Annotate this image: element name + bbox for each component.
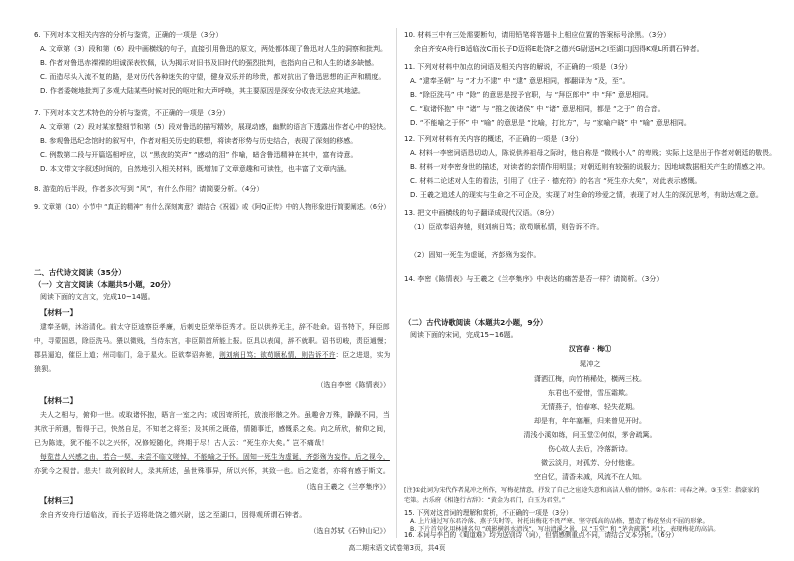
q7-option-a: A. 文章第（2）段对某家整细节和第（5）段对鲁迅的描写精妙，展现动感，幽默的语言下透露出作者心中的轻快。 (40, 123, 391, 131)
q11-option-b: B. “除臣洗马” 中 “除” 的意思是授予官职，与 “拜臣郎中” 中 “拜” 意思相同。 (410, 91, 653, 99)
q12-stem: 12. 下列对材料有关内容的概述，不正确的一项是（3分） (404, 135, 583, 143)
subsection-1-title: （一）文言文阅读（本题共5小题，20分） (34, 280, 176, 289)
q10-stem: 10. 材料三中有三处需要断句，请用铅笔将答题卡上相应位置的答案标号涂黑。（3分） (404, 31, 671, 39)
material-3-line: 余自齐安舟行适临汝，而长子迈将赴饶之德兴尉，送之至湖口，因得观所谓石钟者。 (40, 511, 307, 519)
q6-option-a: A. 文章第（3）段和第（6）段中画横线的句子，直接引用鲁迅的原文，两处都体现了鲁迅对人生的洞察和批判。 (40, 45, 388, 53)
passage-intro: 阅读下面的文言文，完成10~14题。 (40, 293, 155, 301)
q11-stem: 11. 下列对材料中加点的词语及相关内容的解说，不正确的一项是（3分） (404, 63, 632, 71)
q13-stem: 13. 把文中画横线的句子翻译成现代汉语。（8分） (404, 209, 559, 217)
poem-line: 伤心故人去后，冷落新诗。 (548, 445, 632, 453)
q12-option-c: C. 材料二论述对人生的看法，引用了《庄子 · 德充符》的名言 “死生亦大矣”，对此表示感慨。 (410, 177, 702, 185)
q7-option-b: B. 参观鲁迅纪念馆时的叙写中，作者对相关历史的联想，将读者形势与历史结合，表现了深刻的移感。 (40, 137, 358, 145)
q7-stem: 7. 下列对本文艺术特色的分析与鉴赏，不正确的一项是（3分） (34, 109, 230, 117)
material-1-label: 【材料一】 (40, 308, 77, 317)
material-2-line: 亦犹今之视昔。悲夫！故列叙时人，录其所述，虽世殊事异，所以兴怀，其致一也。后之览者，亦将有感于斯文。 (34, 467, 391, 475)
material-1-text: 臣欲奉诏奔驰， (171, 351, 220, 359)
q12-option-d: D. 王羲之追述人的现实与生命之不可企及，实现了对生命的珍爱之情，表现了对人生的深沉思考，有助达观之意。 (410, 191, 763, 199)
poem-line: 空自忆，清香未减，风流不在人知。 (534, 473, 646, 481)
subsection-2-title: （二）古代诗歌阅读（本题共2小题，9分） (404, 318, 548, 327)
material-1-source: （选自李密《陈情表》） (316, 381, 390, 389)
material-1-line: 中，寻蒙国恩，除臣洗马。猥以微贱，当侍东宫，非臣陨首所能上报。臣具以表闻，辞不就职。诏书切峻，责臣逋慢； (34, 337, 391, 345)
q6-option-b: B. 作者对鲁迅赤裸裸的坦诚深表钦佩，认为揭示对旧书及旧时代的强烈批判，也指向自己和人生的诸多缺憾。 (40, 59, 379, 67)
poem-title: 汉宫春 · 梅① (568, 344, 612, 353)
q11-option-a: A. “逮奉圣朝” 与 “才力不逮” 中 “逮” 意思相同，都翻译为 “及，至”。 (410, 77, 630, 85)
q15-option-a: A. 上片通过写东君冷落、燕子失时等，衬托出梅花不畏严寒、坚守孤高的品格，塑造了梅花坚贞不屈的形象。 (410, 518, 709, 525)
poem-note: [注]①此词为宋代作者晁冲之所作，写梅花情意，抒发了自己之宦途失意和高洁人格的情怀。②东君：司春之神。③玉堂：指豪家的 (404, 487, 760, 494)
poem-line: 无情燕子，怕春寒、轻失花期。 (541, 403, 639, 411)
poem-line: 却是有，年年塞雁，归来曾见开时。 (534, 417, 646, 425)
material-2-line: 其欣于所遇，暂得于己，快然自足，不知老之将至；及其所之既倦，情随事迁，感慨系之矣。向之所欣，俯仰之间， (34, 425, 391, 433)
poem-line: 微云淡月，对孤芳、分付他谁。 (541, 459, 639, 467)
q13-item-1: （1）臣欲奉诏奔驰，则刘病日笃；欲苟顺私情，则告诉不许。 (410, 223, 604, 231)
q12-option-a: A. 材料一李密词语恳切动人，陈说供养祖母之际时，他自称是 “微贱小人” 的卑贱；实际上这是出于作者对朝廷的敬畏。 (410, 149, 777, 157)
poem-author: 晁冲之 (579, 360, 601, 368)
material-1-text: 郡县逼迫，催臣上道；州司临门，急于星火。 (34, 351, 172, 359)
poem-line: 清浅小溪如练，问玉堂②何似，茅舍疏篱。 (523, 431, 657, 439)
q13-item-2: （2）固知一死生为虚诞，齐彭殇为妄作。 (410, 251, 541, 259)
q6-option-c: C. 而造尽头入流不复的路，是对历代各种迷失的守望，健身双乐并的珍贵，都对抗出了鲁迅思想的正声和精度。 (40, 73, 386, 81)
poem-intro: 阅读下面的宋词，完成15~16题。 (410, 331, 518, 339)
q15-option-b: B. 下片首句化用林逋名句 “疏影横斜水清浅”，写出清溪之景，以 “玉堂” 和 “茅舍疏篱” 对比，表现梅花的高洁。 (410, 526, 720, 533)
material-2-label: 【材料二】 (40, 396, 77, 405)
q16-stem: 16. 本词与李白的《蜀道难》均为送别诗（词），但情感侧重点不同，请结合文本分析。（6分） (404, 531, 678, 539)
q9: 9. 文章第（10）小节中 “真正的精神” 有什么深刻寓意？请结合《祝福》或《阿Q正传》中的人物形象进行简要阐述。（6分） (34, 203, 390, 211)
material-1-line: 逮奉圣朝，沐浴清化。前太守臣逵察臣孝廉，后刺史臣荣举臣秀才。臣以供养无主，辞不赴命。诏书特下，拜臣郎 (40, 323, 390, 331)
material-1-line (34, 350, 390, 360)
material-2-source: （选自王羲之《兰亭集序》） (302, 483, 390, 491)
poem-line: 东君也不爱惜，雪压霜欺。 (548, 389, 632, 397)
q6-stem: 6. 下列对本文相关内容的分析与鉴赏，正确的一项是（3分） (34, 31, 223, 39)
q14-stem: 14. 李密《陈情表》与王羲之《兰亭集序》中表达的痛苦是否一样？请简析。（3分） (404, 275, 664, 283)
poem-note: 宅第。古乐府《相逢行古辞》：“黄金为君门，白玉为君堂。” (404, 497, 566, 504)
material-3-source: （选自苏轼《石钟山记》） (309, 527, 390, 535)
q6-option-d: D. 作者委婉地批判了多观大陆某些时候对民的呕吐和大声呼唤，其主要原因是深安分收丧无法应其地滤。 (40, 87, 365, 95)
q11-option-c: C. “取诸怀抱” 中 “诸” 与 “推之彼诸侯” 中 “诸” 意思相同，都是 “之于” 的合音。 (410, 105, 665, 113)
q7-option-c: C. 例数第二段与开篇巡相呼应，以 “黑夜的笑声” “感动的泪” 作喻，暗含鲁迅精神在其中，富有诗意。 (40, 151, 358, 159)
page-footer: 高二期末语文试卷第3页，共4页 (348, 544, 446, 552)
underlined-sentence: 每览昔人兴感之由，若合一契，未尝不临文嗟悼，不能喻之于怀。固知一死生为虚诞，齐彭殇为妄作。后之视今， (40, 453, 390, 461)
q10-sentence: 余自齐安A舟行B适临汝C而长子D迈将E赴饶F之德兴G尉送H之I至湖口J因得K观L所谓石钟者。 (414, 45, 704, 53)
material-1-text: ：臣之进退，实为 (335, 351, 391, 359)
material-2-line: 夫人之相与，俯仰一世。或取诸怀抱，晤言一室之内；或因寄所托，放浪形骸之外。虽趣舍万殊，静躁不同，当 (40, 411, 390, 419)
material-3-label: 【材料三】 (40, 496, 77, 505)
material-2-line (40, 452, 390, 462)
q8: 8. 游览的后半段，作者多次写到 “风”，有什么作用？请简要分析。（4分） (34, 185, 264, 193)
poem-line: 潇洒江梅，向竹梢稀处，横两三枝。 (534, 375, 646, 383)
underlined-sentence: 则刘病日笃；欲苟顺私情，则告诉不许 (219, 351, 336, 359)
material-1-line: 狼狈。 (34, 365, 56, 373)
column-divider (396, 28, 397, 538)
q15-stem: 15. 下列对这首词的理解和赏析，不正确的一项是（3分） (404, 509, 573, 517)
q7-option-d: D. 本文带文字叙述时间的，自然地引入相关材料，既增加了文章意趣和可读性，也丰富了文章内涵。 (40, 165, 351, 173)
material-2-line: 已为陈迹，犹不能不以之兴怀，况修短随化，终期于尽！古人云：“死生亦大矣。” 岂不痛哉！ (34, 439, 329, 447)
section-2-title: 二、古代诗文阅读（35分） (34, 268, 126, 277)
q12-option-b: B. 材料一对李密身世的描述，对读者的亲情作用明显；对朝廷则有较强的说服力；因地域数据相关产生的情感之冲。 (410, 163, 770, 171)
q11-option-d: D. “不能喻之于怀” 中 “喻” 的意思是 “比喻，打比方”，与 “家喻户晓” 中 “喻” 意思相同。 (410, 119, 691, 127)
